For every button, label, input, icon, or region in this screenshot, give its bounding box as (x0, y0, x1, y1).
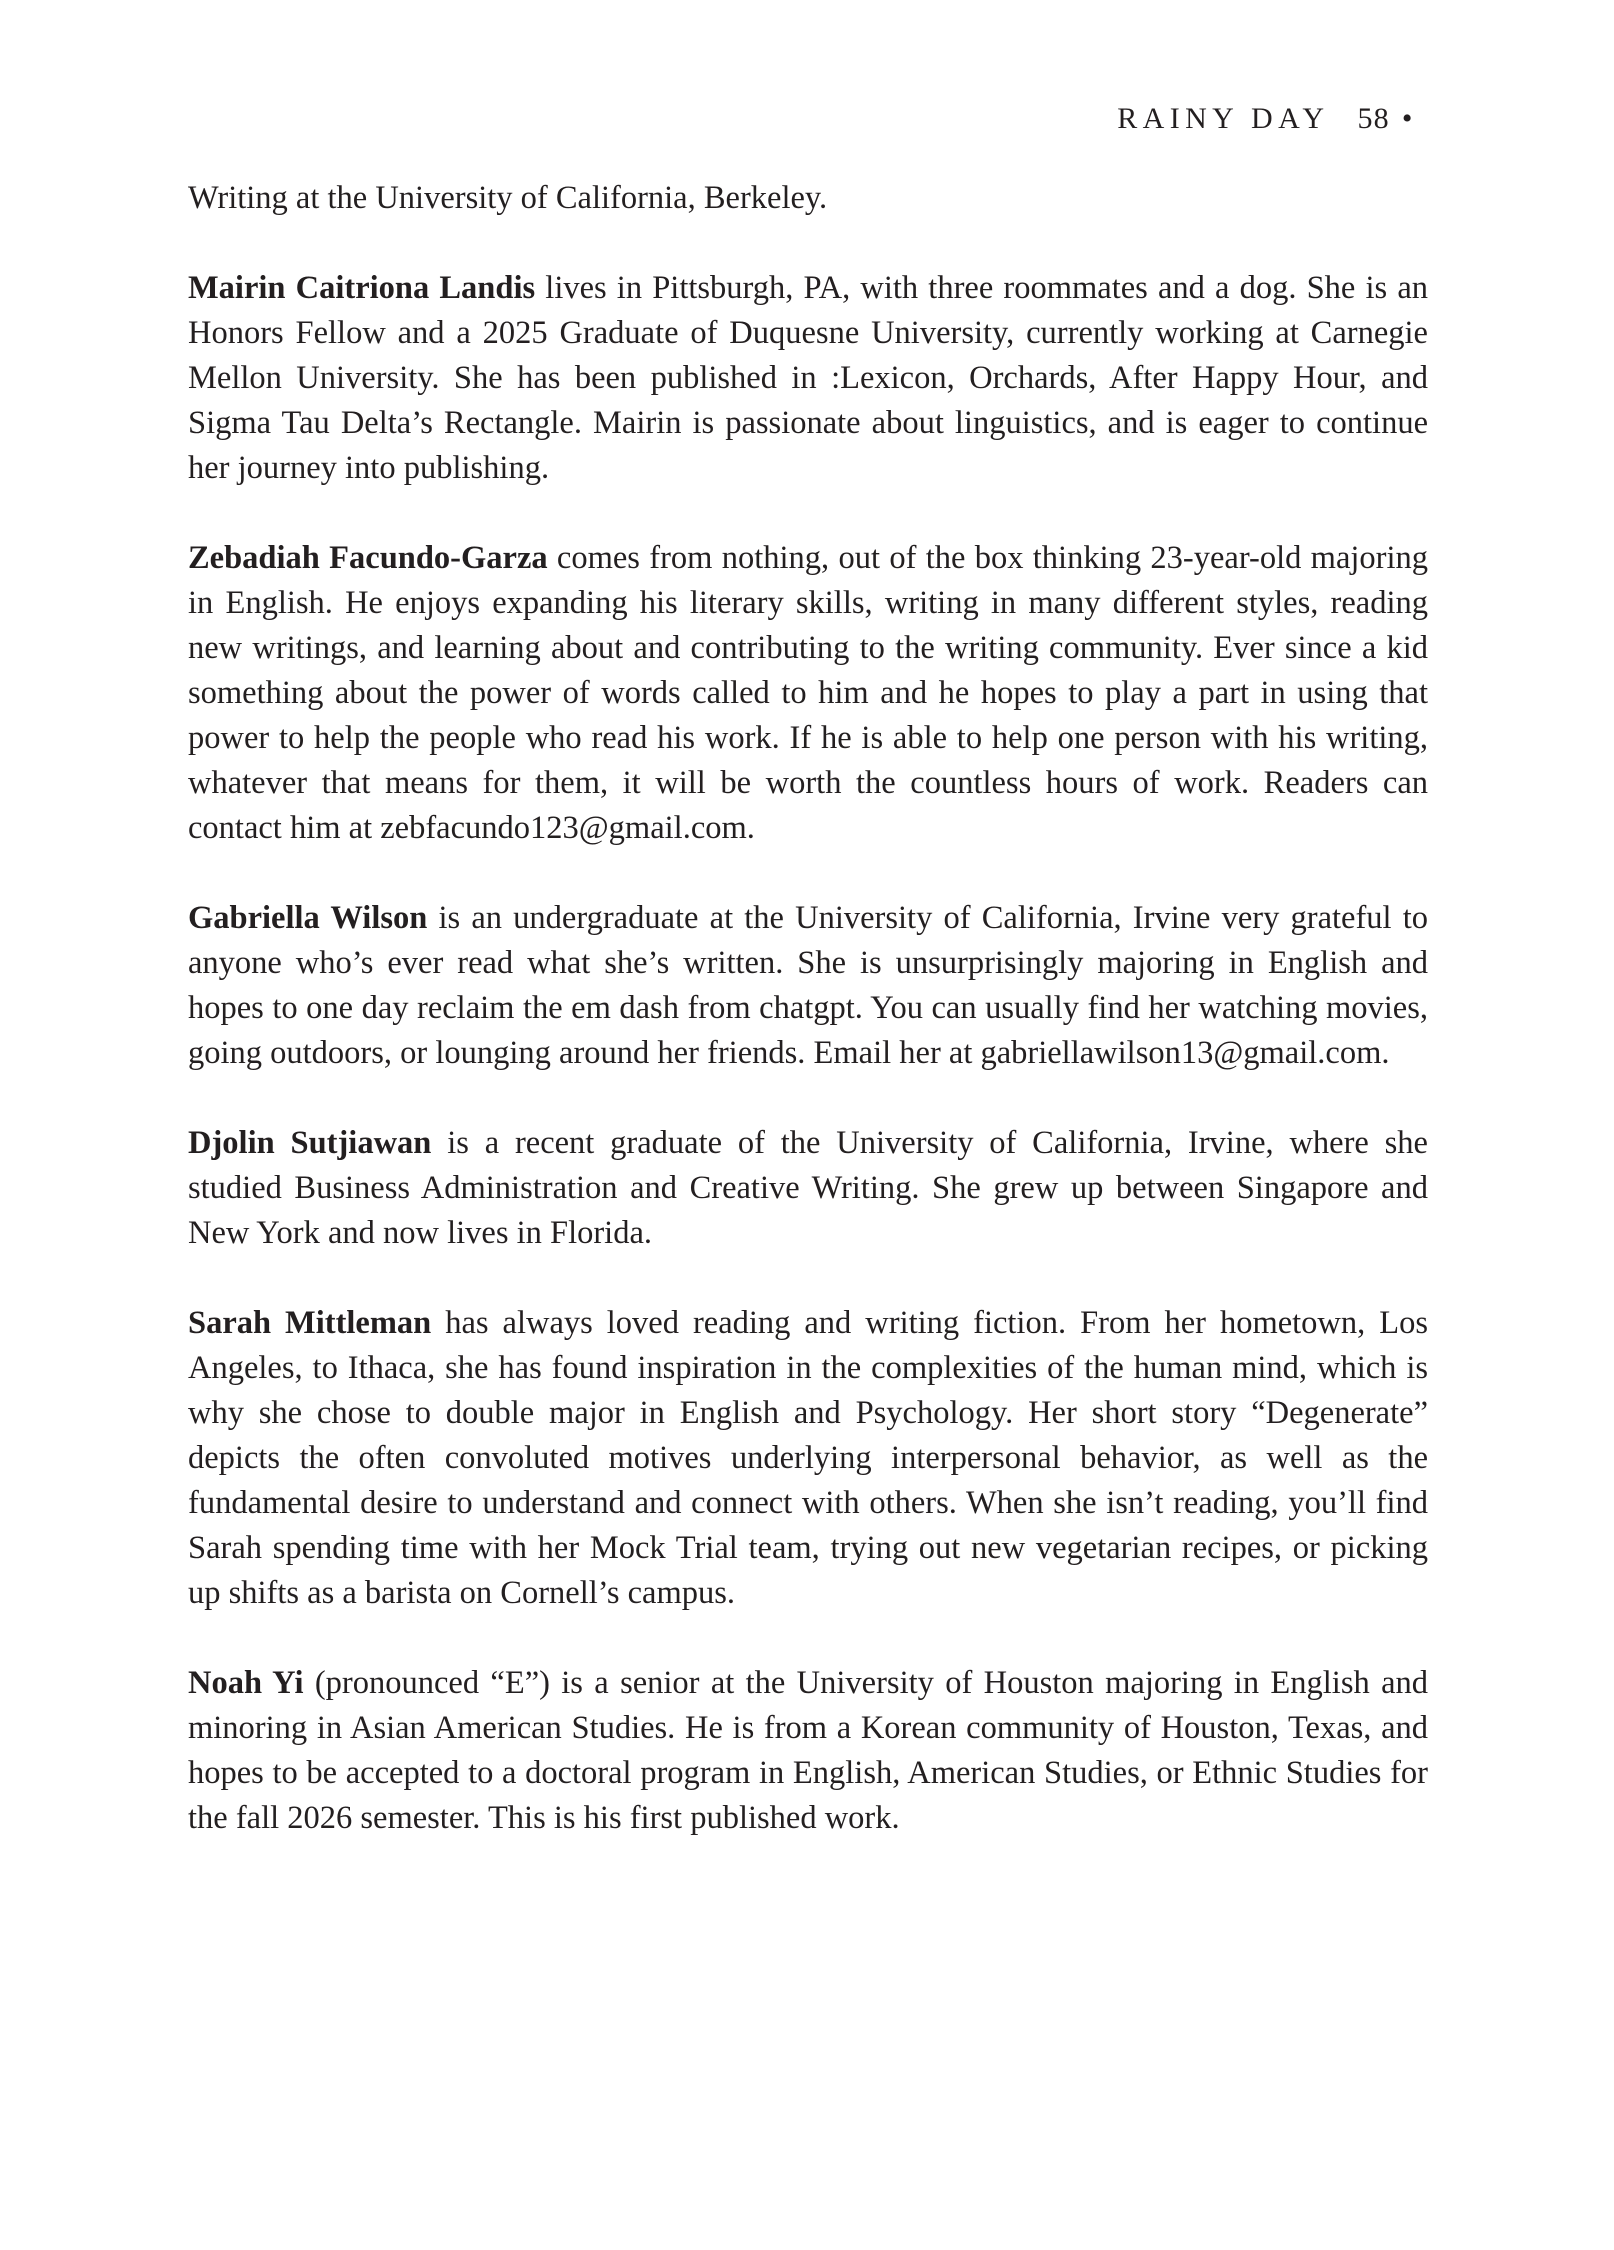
bio-text: (pronounced “E”) is a senior at the University of Houston majoring in English and minoring in Asian American Studies. He is from a Korean community of Houston, Texas, and hopes to be accepted to a doctoral program in English, American Studies, or Ethnic Studies for the fall 2026 semester. This is his first published work. (188, 1665, 1429, 1836)
bio-text: lives in Pittsburgh, PA, with three roommates and a dog. She is an Honors Fellow and a 2025 Graduate of Duquesne University, currently working at Carnegie Mellon University. She has been published in :Lexicon, Orchards, After Happy Hour, and Sigma Tau Delta’s Rectangle. Mairin is passionate about linguistics, and is eager to continue her journey into publishing. (188, 270, 1428, 486)
contributor-name: Sarah Mittleman (188, 1305, 432, 1341)
bio-text: comes from nothing, out of the box thinking 23-year-old majoring in English. He enjoys expanding his literary skills, writing in many different styles, reading new writings, and learning about and contributing to the writing community. Ever since a kid something about the power of words called to him and he hopes to play a part in using that power to help the people who read his work. If he is able to help one person with his writing, whatever that means for them, it will be worth the countless hours of work. Readers can contact him at zebfacundo123@gmail.com. (188, 540, 1428, 846)
bio-paragraph (188, 536, 1428, 851)
running-head-title: RAINY DAY (1117, 102, 1330, 135)
running-head-bullet: • (1401, 102, 1416, 135)
continued-bio-text: Writing at the University of California, Berkeley. (188, 180, 828, 216)
bio-paragraph (188, 1661, 1428, 1841)
bio-paragraph (188, 1301, 1428, 1616)
running-head (1117, 102, 1416, 136)
contributor-bios (188, 176, 1428, 1886)
bio-text: is an undergraduate at the University of California, Irvine very grateful to anyone who’s ever read what she’s written. She is unsurprisingly majoring in English and hopes to one day reclaim the em dash from chatgpt. You can usually find her watching movies, going outdoors, or lounging around her friends. Email her at gabriellawilson13@gmail.com. (188, 900, 1428, 1071)
contributor-name: Djolin Sutjiawan (188, 1125, 432, 1161)
contributor-name: Mairin Caitriona Landis (188, 270, 536, 306)
bio-paragraph (188, 1121, 1428, 1256)
contributor-name: Gabriella Wilson (188, 900, 428, 936)
page-number: 58 (1357, 102, 1390, 135)
bio-text: is a recent graduate of the University of California, Irvine, where she studied Business Administration and Creative Writing. She grew up between Singapore and New York and now lives in Florida. (188, 1125, 1428, 1251)
bio-paragraph (188, 266, 1428, 491)
contributor-name: Zebadiah Facundo-Garza (188, 540, 548, 576)
bio-text: has always loved reading and writing fiction. From her hometown, Los Angeles, to Ithaca, she has found inspiration in the complexities of the human mind, which is why she chose to double major in English and Psychology. Her short story “Degenerate” depicts the often convoluted motives underlying interpersonal behavior, as well as the fundamental desire to understand and connect with others. When she isn’t reading, you’ll find Sarah spending time with her Mock Trial team, trying out new vegetarian recipes, or picking up shifts as a barista on Cornell’s campus. (188, 1305, 1428, 1611)
contributor-name: Noah Yi (188, 1665, 304, 1701)
bio-paragraph (188, 896, 1428, 1076)
